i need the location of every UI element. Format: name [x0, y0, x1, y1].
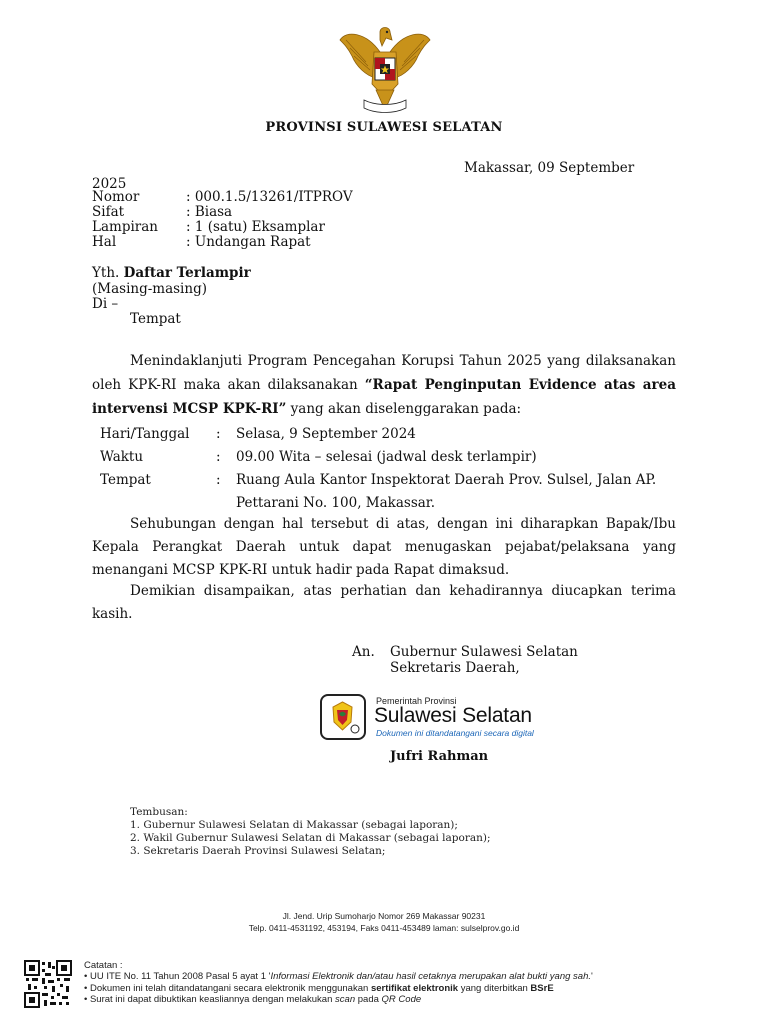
sulsel-digital-signature-logo — [320, 692, 558, 742]
footer-address-line2: Telp. 0411-4531192, 453194, Faks 0411-453489 laman: sulselprov.go.id — [248, 923, 520, 933]
para3-line2: kasih. — [92, 606, 133, 622]
logo-sub-text: Dokumen ini ditandatangani secara digital — [376, 728, 534, 738]
detail-tempat: Tempat : Ruang Aula Kantor Inspektorat Daerah Prov. Sulsel, Jalan AP. — [100, 472, 657, 488]
signature-role1: Gubernur Sulawesi Selatan — [390, 644, 578, 660]
logo-small-text: Pemerintah Provinsi — [376, 696, 457, 706]
recipient-tempat: Tempat — [130, 311, 181, 327]
tembusan-item: 2. Wakil Gubernur Sulawesi Selatan di Makassar (sebagai laporan); — [130, 832, 491, 844]
meta-nomor: Nomor : 000.1.5/13261/ITPROV — [92, 189, 353, 205]
catatan-notes — [84, 971, 593, 1006]
tembusan-item: 3. Sekretaris Daerah Provinsi Sulawesi Selatan; — [130, 845, 386, 857]
para3-line1: Demikian disampaikan, atas perhatian dan kehadirannya diucapkan terima — [130, 583, 676, 599]
para2-line2: Kepala Perangkat Daerah untuk dapat menugaskan pejabat/pelaksana yang — [92, 539, 676, 555]
letter-date: Makassar, 09 September — [464, 160, 635, 176]
meta-hal: Hal : Undangan Rapat — [92, 234, 311, 250]
para1-line1: Menindaklanjuti Program Pencegahan Korupsi Tahun 2025 yang dilaksanakan — [130, 353, 676, 369]
para1-line3: intervensi MCSP KPK-RI” yang akan diselenggarakan pada: — [92, 401, 522, 417]
note-scan: • Surat ini dapat dibuktikan keasliannya dengan melakukan scan pada QR Code — [84, 994, 422, 1005]
para2-line3: menangani MCSP KPK-RI untuk hadir pada Rapat dimaksud. — [92, 562, 510, 578]
para2-line1: Sehubungan dengan hal tersebut di atas, dengan ini diharapkan Bapak/Ibu — [130, 516, 676, 532]
recipient-masing: (Masing-masing) — [92, 281, 207, 297]
meta-lampiran: Lampiran : 1 (satu) Eksamplar — [92, 219, 325, 235]
detail-waktu: Waktu : 09.00 Wita – selesai (jadwal desk terlampir) — [100, 449, 537, 465]
province-title: PROVINSI SULAWESI SELATAN — [265, 120, 503, 135]
tembusan-title: Tembusan: — [130, 806, 188, 818]
note-uu-ite: • UU ITE No. 11 Tahun 2008 Pasal 5 ayat 1 'Informasi Elektronik dan/atau hasil cetaknya merupakan alat bukti yang sah.' — [84, 971, 593, 982]
catatan-title: Catatan : — [84, 960, 123, 971]
footer-address — [0, 910, 768, 934]
signatory-name: Jufri Rahman — [390, 749, 489, 764]
para1-line2: oleh KPK-RI maka akan dilaksanakan “Rapat Penginputan Evidence atas area — [92, 377, 676, 393]
recipient-line: Yth. Daftar Terlampir — [92, 265, 251, 281]
detail-tempat-cont: Pettarani No. 100, Makassar. — [236, 495, 436, 511]
signature-role2: Sekretaris Daerah, — [390, 660, 520, 676]
tembusan-block — [130, 806, 491, 858]
garuda-emblem-icon — [336, 22, 434, 118]
logo-big-text: Sulawesi Selatan — [374, 704, 532, 727]
recipient-di: Di – — [92, 296, 119, 312]
sulsel-crest-icon — [320, 694, 366, 740]
detail-hari-tanggal: Hari/Tanggal : Selasa, 9 September 2024 — [100, 426, 416, 442]
signature-an: An. — [352, 644, 375, 660]
qr-code-icon[interactable] — [24, 960, 72, 1008]
footer-address-line1: Jl. Jend. Urip Sumoharjo Nomor 269 Makassar 90231 — [282, 911, 486, 921]
meta-sifat: Sifat : Biasa — [92, 204, 233, 220]
letter-date-year: 2025 — [92, 176, 127, 192]
tembusan-item: 1. Gubernur Sulawesi Selatan di Makassar (sebagai laporan); — [130, 819, 458, 831]
note-sertifikat: • Dokumen ini telah ditandatangani secara elektronik menggunakan sertifikat elektronik yang diterbitkan BSrE — [84, 982, 554, 994]
